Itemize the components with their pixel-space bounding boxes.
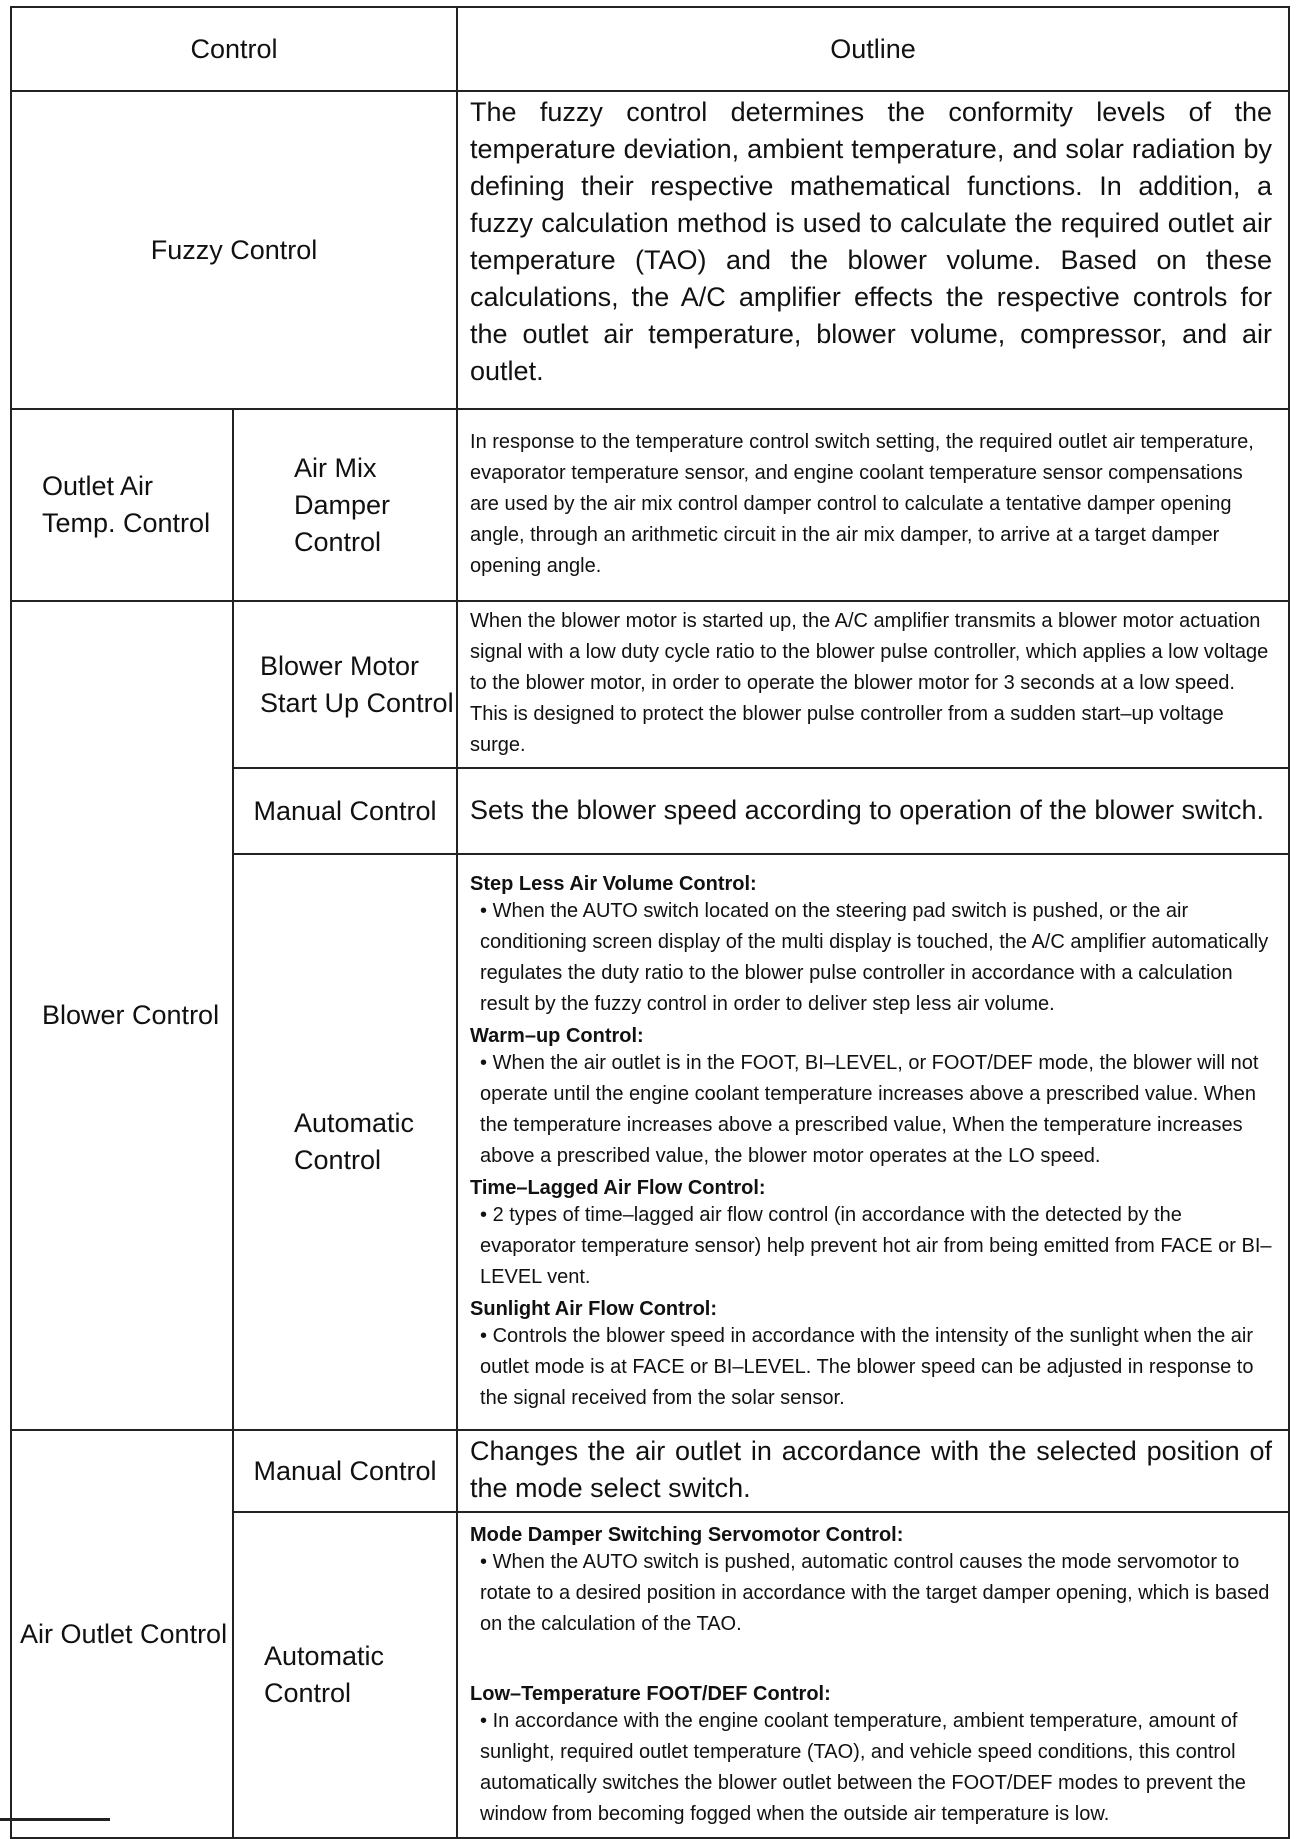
blower-manual-text: Sets the blower speed according to operation of the blower switch. (457, 768, 1289, 854)
air-outlet-automatic-label: Automatic Control (233, 1512, 457, 1838)
section-body: • 2 types of time–lagged air flow control (in accordance with the detected by the evaporator temperature sensor) help prevent hot air from being emitted from FACE or BI–LEVEL vent. (480, 1204, 1272, 1288)
air-mix-damper-text: In response to the temperature control switch setting, the required outlet air temperature, evaporator temperature sensor, and engine coolant temperature sensor compensations are used by the air mix control damper control to calculate a tentative damper opening angle, through an arithmetic circuit in the air mix damper, to arrive at a target damper opening angle. (457, 409, 1289, 601)
section-title: Mode Damper Switching Servomotor Control: (470, 1523, 904, 1546)
header-control: Control (11, 7, 457, 91)
blower-startup-label: Blower Motor Start Up Control (233, 601, 457, 768)
row-air-outlet-manual (11, 1430, 1289, 1512)
fuzzy-control-label: Fuzzy Control (11, 91, 457, 409)
section-body: • When the AUTO switch is pushed, automatic control causes the mode servomotor to rotate to a desired position in accordance with the target damper opening, which is based on the calculation of the TAO. (480, 1550, 1270, 1635)
air-mix-damper-label: Air Mix Damper Control (233, 409, 457, 601)
section-title: Warm–up Control: (470, 1025, 644, 1047)
section-title: Step Less Air Volume Control: (470, 873, 757, 895)
section-title: Sunlight Air Flow Control: (470, 1298, 718, 1320)
header-outline: Outline (457, 7, 1289, 91)
footer-rule (0, 1818, 110, 1821)
air-outlet-manual-text: Changes the air outlet in accordance with the selected position of the mode select switch. (457, 1430, 1289, 1512)
blower-manual-label: Manual Control (233, 768, 457, 854)
air-outlet-automatic-text (457, 1512, 1289, 1838)
blower-startup-text: When the blower motor is started up, the A/C amplifier transmits a blower motor actuation signal with a low duty cycle ratio to the blower pulse controller, which applies a low voltage to the blower motor, in order to operate the blower motor for 3 seconds at a low speed. This is designed to protect the blower pulse controller from a sudden start–up voltage surge. (457, 601, 1289, 768)
section-title: Low–Temperature FOOT/DEF Control: (470, 1682, 831, 1705)
section-body: • When the air outlet is in the FOOT, BI–LEVEL, or FOOT/DEF mode, the blower will not operate until the engine coolant temperature increases above a prescribed value. When the temperature increases above a prescribed value, When the temperature increases above a prescribed value, the blower motor operates at the LO speed. (480, 1052, 1259, 1167)
fuzzy-control-text: The fuzzy control determines the conformity levels of the temperature deviation, ambient temperature, and solar radiation by defining their respective mathematical functions. In addition, a fuzzy calculation method is used to calculate the required outlet air temperature (TAO) and the blower volume. Based on these calculations, the A/C amplifier effects the respective controls for the outlet air temperature, blower volume, compressor, and air outlet. (457, 91, 1289, 409)
blower-automatic-text (457, 854, 1289, 1430)
row-air-mix-damper (11, 409, 1289, 601)
control-outline-table (10, 6, 1290, 1839)
section-title: Time–Lagged Air Flow Control: (470, 1177, 766, 1199)
section-spacer (470, 1640, 1272, 1678)
row-fuzzy-control (11, 91, 1289, 409)
header-row (11, 7, 1289, 91)
blower-automatic-label: Automatic Control (233, 854, 457, 1430)
row-blower-startup (11, 601, 1289, 768)
air-outlet-control-label: Air Outlet Control (11, 1430, 233, 1838)
air-outlet-manual-label: Manual Control (233, 1430, 457, 1512)
outlet-air-temp-label: Outlet Air Temp. Control (11, 409, 233, 601)
section-body: • When the AUTO switch located on the steering pad switch is pushed, or the air conditioning screen display of the multi display is touched, the A/C amplifier automatically regulates the duty ratio to the blower pulse controller in accordance with a calculation result by the fuzzy control in order to deliver step less air volume. (480, 900, 1269, 1015)
blower-control-label: Blower Control (11, 601, 233, 1430)
section-body: • Controls the blower speed in accordance with the intensity of the sunlight when the air outlet mode is at FACE or BI–LEVEL. The blower speed can be adjusted in response to the signal received from the solar sensor. (480, 1325, 1254, 1409)
section-body: • In accordance with the engine coolant temperature, ambient temperature, amount of sunlight, required outlet temperature (TAO), and vehicle speed conditions, this control automatically switches the blower outlet between the FOOT/DEF modes to prevent the window from becoming fogged when the outside air temperature is low. (480, 1709, 1246, 1825)
